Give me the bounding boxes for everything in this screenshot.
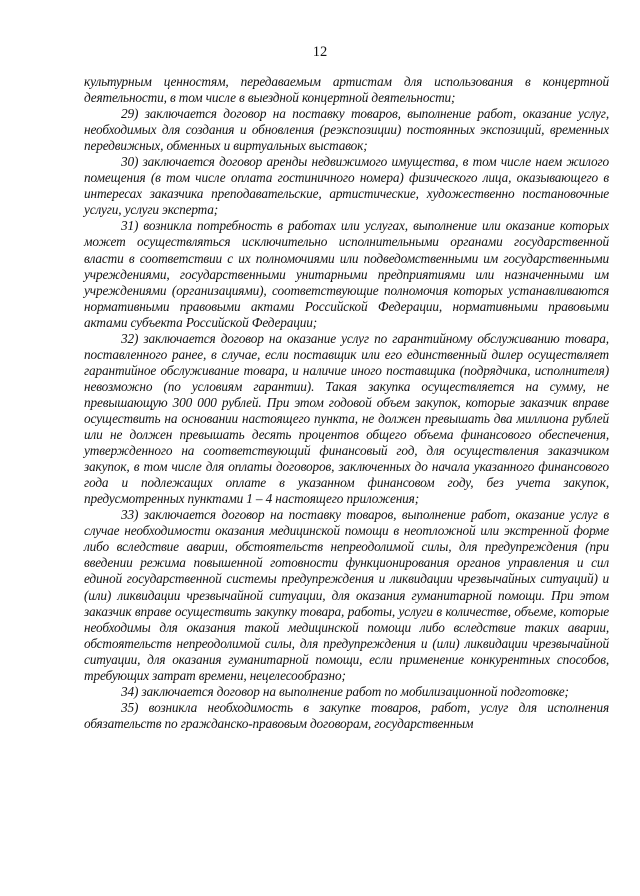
document-body <box>84 74 609 732</box>
paragraph-item-33: 33) заключается договор на поставку товаров, выполнение работ, оказание услуг в случае необходимости оказания медицинской помощи в неотложной или экстренной форме либо вследствие аварии, обстоятельств непреодолимой силы, для предупреждения (при введении режима повышенной готовности функционирования органов управления и сил единой государственной системы предупреждения и ликвидации чрезвычайных ситуаций) и (или) ликвидации чрезвычайной ситуации, для оказания гуманитарной помощи. При этом заказчик вправе осуществить закупку товара, работы, услуги в количестве, объеме, которые необходимы для оказания такой медицинской помощи либо вследствие таких аварии, обстоятельств непреодолимой силы, для предупреждения и (или) ликвидации чрезвычайной ситуации, для оказания гуманитарной помощи, если применение конкурентных способов, требующих затрат времени, нецелесообразно; <box>84 507 609 683</box>
paragraph-item-35: 35) возникла необходимость в закупке товаров, работ, услуг для исполнения обязательств по гражданско-правовым договорам, государственным <box>84 699 609 731</box>
paragraph-item-31: 31) возникла потребность в работах или услугах, выполнение или оказание которых может осуществляться исключительно исполнительными органами государственной власти в соответствии с их полномочиями или подведомственными им государственными учреждениями, государственными унитарными предприятиями или назначенными им учреждениями (организациями), соответствующие полномочия которых устанавливаются нормативными правовыми актами Российской Федерации, нормативными правовыми актами субъекта Российской Федерации; <box>84 218 609 330</box>
paragraph-continuation: культурным ценностям, передаваемым артистам для использования в концертной деятельности, в том числе в выездной концертной деятельности; <box>84 74 609 106</box>
page-number: 12 <box>312 44 328 60</box>
paragraph-item-34: 34) заключается договор на выполнение работ по мобилизационной подготовке; <box>121 683 569 699</box>
paragraph-item-30: 30) заключается договор аренды недвижимого имущества, в том числе наем жилого помещения (в том числе оплата гостиничного номера) физического лица, оказывающего в интересах заказчика преподавательские, артистические, художественно постановочные услуги, услуги эксперта; <box>84 154 609 218</box>
paragraph-item-32: 32) заключается договор на оказание услуг по гарантийному обслуживанию товара, поставленного ранее, в случае, если поставщик или его единственный дилер осуществляет гарантийное обслуживание товара, и наличие иного поставщика (подрядчика, исполнителя) невозможно (по условиям гарантии). Такая закупка осуществляется на сумму, не превышающую 300 000 рублей. При этом годовой объем закупок, которые заказчик вправе осуществить на основании настоящего пункта, не должен превышать два миллиона рублей или не должен превышать десять процентов общего объема финансового обеспечения, утвержденного на соответствующий финансовый год, для осуществления заказчиком закупок, в том числе для оплаты договоров, заключенных до начала указанного финансового года и подлежащих оплате в указанном финансовом году, без учета закупок, предусмотренных пунктами 1 – 4 настоящего приложения; <box>84 330 609 507</box>
paragraph-item-29: 29) заключается договор на поставку товаров, выполнение работ, оказание услуг, необходимых для создания и обновления (реэкспозиции) постоянных экспозиций, временных передвижных, обменных и виртуальных выставок; <box>84 106 609 154</box>
